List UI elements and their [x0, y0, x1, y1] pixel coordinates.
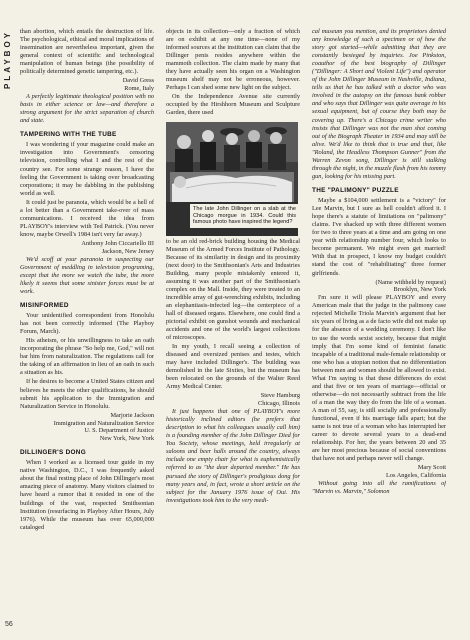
- section-heading-palimony: THE "PALIMONY" PUZZLE: [312, 186, 399, 194]
- letter-paragraph: It could just be paranoia, which would be a hell of a lot better than a Government take-over of mass communications. I received the idea from PLAYBOY's interview with Ted Patrick. (You never know, maybe Orwell's 1984 isn't very far away.): [20, 198, 154, 238]
- photo-caption: The late John Dillinger on a slab at the Chicago morgue in 1934. Could this famous photo have inspired the legend?: [190, 204, 298, 229]
- section-heading-dillinger: DILLINGER'S DONG: [20, 449, 86, 457]
- signature-organization: Immigration and Naturalization Service: [53, 419, 154, 427]
- editor-reply: We'd scoff at your paranoia in suspecting our Government of meddling in television programing, except that the more we watch the tube, the more likely it seems that some sinister forces must be at work.: [20, 255, 154, 295]
- continued-paragraph: objects in its collection—only a fraction of which are on exhibit at any one time—none of my informed sources at the institution can claim that the Dillinger penis resides anywhere within the mammoth collection. The claim made by many that they have actually seen his organ on a Washington museum shelf may not be erroneous, however. Perhaps I can shed some new light on the subject.: [166, 28, 300, 92]
- signature-name: Marjorie Jackson: [110, 411, 154, 419]
- signature-department: U. S. Department of Justice: [84, 427, 154, 435]
- signature-location: Brooklyn, New York: [393, 286, 446, 294]
- intro-paragraph: than abortion, which entails the destruction of life. The psychological, ethical and moral implications of insemination are nevertheless important, given the general context of scientific and technological manipulation of human beings (the possibility of politically determined genetic tampering, etc.).: [20, 28, 154, 76]
- letter-paragraph: When I worked as a licensed tour guide in my native Washington, D.C., I was frequently asked about the final resting place of John Dillinger's most amazing piece of anatomy. Many visitors claimed to have heard a rumor that it resided in one of the buildings of the vast, respected Smithsonian Institution (resurfacing in Playboy After Hours, July 1976). While the museum has over 65,000,000 cataloged: [20, 459, 154, 531]
- morgue-photo: [166, 122, 298, 236]
- signature-location: Chicago, Illinois: [258, 400, 300, 408]
- letter-paragraph: In my youth, I recall seeing a collection of diseased and oversized penises and testes, which may have included Dillinger's. The building was demolished in the late Sixties, but the museum has been relocated on the grounds of the Walter Reed Army Medical Center.: [166, 343, 300, 391]
- editor-reply-continued: cal museum you mention, and its proprietors denied any knowledge of such a specimen or of how the story got started—while admitting that they are constantly besieged by inquiries. Joe Pinkston, coauthor of the best biography of Dillinger ("Dillinger: A Short and Violent Life") and operator of the John Dillinger Museum in Nashville, Indiana, tells us that he has talked with a doctor who was involved in the autopsy on the famous bank robber and who says that Dillinger was quite average in his sexual equipment, but of course they both may be covering up. There's a Chicago crime writer who insists that Dillinger was not the man shot coming out of the Biograph Theater in 1934 and may still be alive. We'd like to think that is true and that, like "Roland, the Headless Thompson Gunner" from the Warren Zevon song, Dillinger is still stalking through the night, in the muzzle flash from his tommy gun, looking for his missing part.: [312, 28, 446, 180]
- signature-name: Steve Hamburg: [260, 392, 300, 400]
- column-3: [312, 28, 446, 636]
- signature-location: Los Angeles, California: [386, 472, 446, 480]
- section-heading-tube: TAMPERING WITH THE TUBE: [20, 131, 117, 139]
- page-number: 56: [5, 621, 13, 628]
- intro-signature-location: Rome, Italy: [124, 85, 154, 93]
- signature-location: Jackson, New Jersey: [101, 247, 154, 255]
- letter-paragraph: Your unidentified correspondent from Honolulu has not been correctly informed (The Playboy Forum, March).: [20, 312, 154, 336]
- signature-location: New York, New York: [99, 435, 154, 443]
- letter-paragraph: On the Independence Avenue site currently occupied by the Hirshhorn Museum and Sculpture Garden, there used: [166, 93, 300, 117]
- section-heading-misinformed: MISINFORMED: [20, 301, 69, 309]
- letter-paragraph: I'm sure it will please PLAYBOY and every American male that the judge in the palimony case rejected Michelle Triola Marvin's argument that her six years of living as a de facto wife did not make up for the absence of a wedding ceremony. I don't like to use the words sexist society, because that might imply that I'm some kind of feminist fanatic incapable of a traditional male-female relationship or one who has a utopian notion that no differentiation between men and women should be allowed to exist. What I'm saying is that these differences do exist and that five or ten years of marriage—official or otherwise—do not necessarily subtract from the life of a man the way they do from the life of a woman. A man of 55, say, is still socially and professionally functional, even if his marriage falls apart; but the same is not true of a woman who has interrupted her career to devote several years to a dead-end relationship. For her, the years between 20 and 35 are her most precious because of social conventions that have not and perhaps never will change.: [312, 294, 446, 463]
- letter-paragraph: If he desires to become a United States citizen and believes he meets the other qualifications, he should submit his application to the Immigration and Naturalization Service in Honolulu.: [20, 378, 154, 410]
- signature-name: (Name withheld by request): [375, 278, 446, 286]
- letter-paragraph: to be an old red-brick building housing the Medical Museum of the Armed Forces Institute of Pathology. Because of its similarity in design and its proximity (next door) to the Smithsonian's Arts and Industries Building, many people mistakenly entered it, assuming it was another part of the Smithsonian's complex on the Mall. Inside, they were treated to an incredible array of gut-wrenching exhibits, including an elephantiasis-infected leg—the centerpiece of a hall of diseased organs. Elsewhere, one could find a pictorial exhibit on gunshot wounds and mechanical accidents and one of the world's largest collections of microscopes.: [166, 237, 300, 342]
- column-2: [166, 28, 300, 636]
- letter-paragraph: His atheism, or his unwillingness to take an oath incorporating the phrase "So help me, God," will not bar him from naturalization. The regulations call for the taking of an affirmation in lieu of an oath in such a situation as his.: [20, 337, 154, 377]
- editor-reply: It just happens that one of PLAYBOY's more historically inclined editors (he prefers that description to what his colleagues usually call him) is a founding member of the John Dillinger Died for You Society, whose meetings, held irregularly at saloons and beer halls around the country, always include one empty chair for what is euphemistically referred to as "the dear departed member." He has pursued the story of Dillinger's prodigious dong for many years and, in fact, wrote a short article on the subject for the January 1976 issue of Oui. His investigations took him to the very medi-: [166, 408, 300, 504]
- signature-name: Anthony John Ciccariello III: [81, 239, 154, 247]
- magazine-side-label: PLAYBOY: [3, 30, 12, 89]
- editor-reply: Without going into all the ramifications of "Marvin vs. Marvin," Solomon: [312, 479, 446, 496]
- intro-signature-name: David Gress: [122, 77, 154, 85]
- signature-name: Mary Scott: [417, 464, 446, 472]
- letter-paragraph: I was wondering if your magazine could make an investigation into Government's censoring television, controlling what I and the rest of the country see. For some strange reason, I have the feeling the Government is taking over broadcasting corporations; it may be dabbling in the publishing world as well.: [20, 141, 154, 197]
- column-1: [20, 28, 154, 636]
- letter-paragraph: Maybe a $104,000 settlement is a "victory" for Lee Marvin, but I sure as hell couldn't afford it. I hope there's a statute of limitations on "palimony" claims. I've shacked up with three different women for two to three years at a time and am going on one year with relationship number four, which looks to become permanent. We might even get married! With that in prospect, I know my budget couldn't stand the cost of "rehabilitating" three former girlfriends.: [312, 197, 446, 277]
- editor-reply: A perfectly legitimate theological position with no basis in either science or law—and therefore a strong argument for the strict separation of church and state.: [20, 93, 154, 125]
